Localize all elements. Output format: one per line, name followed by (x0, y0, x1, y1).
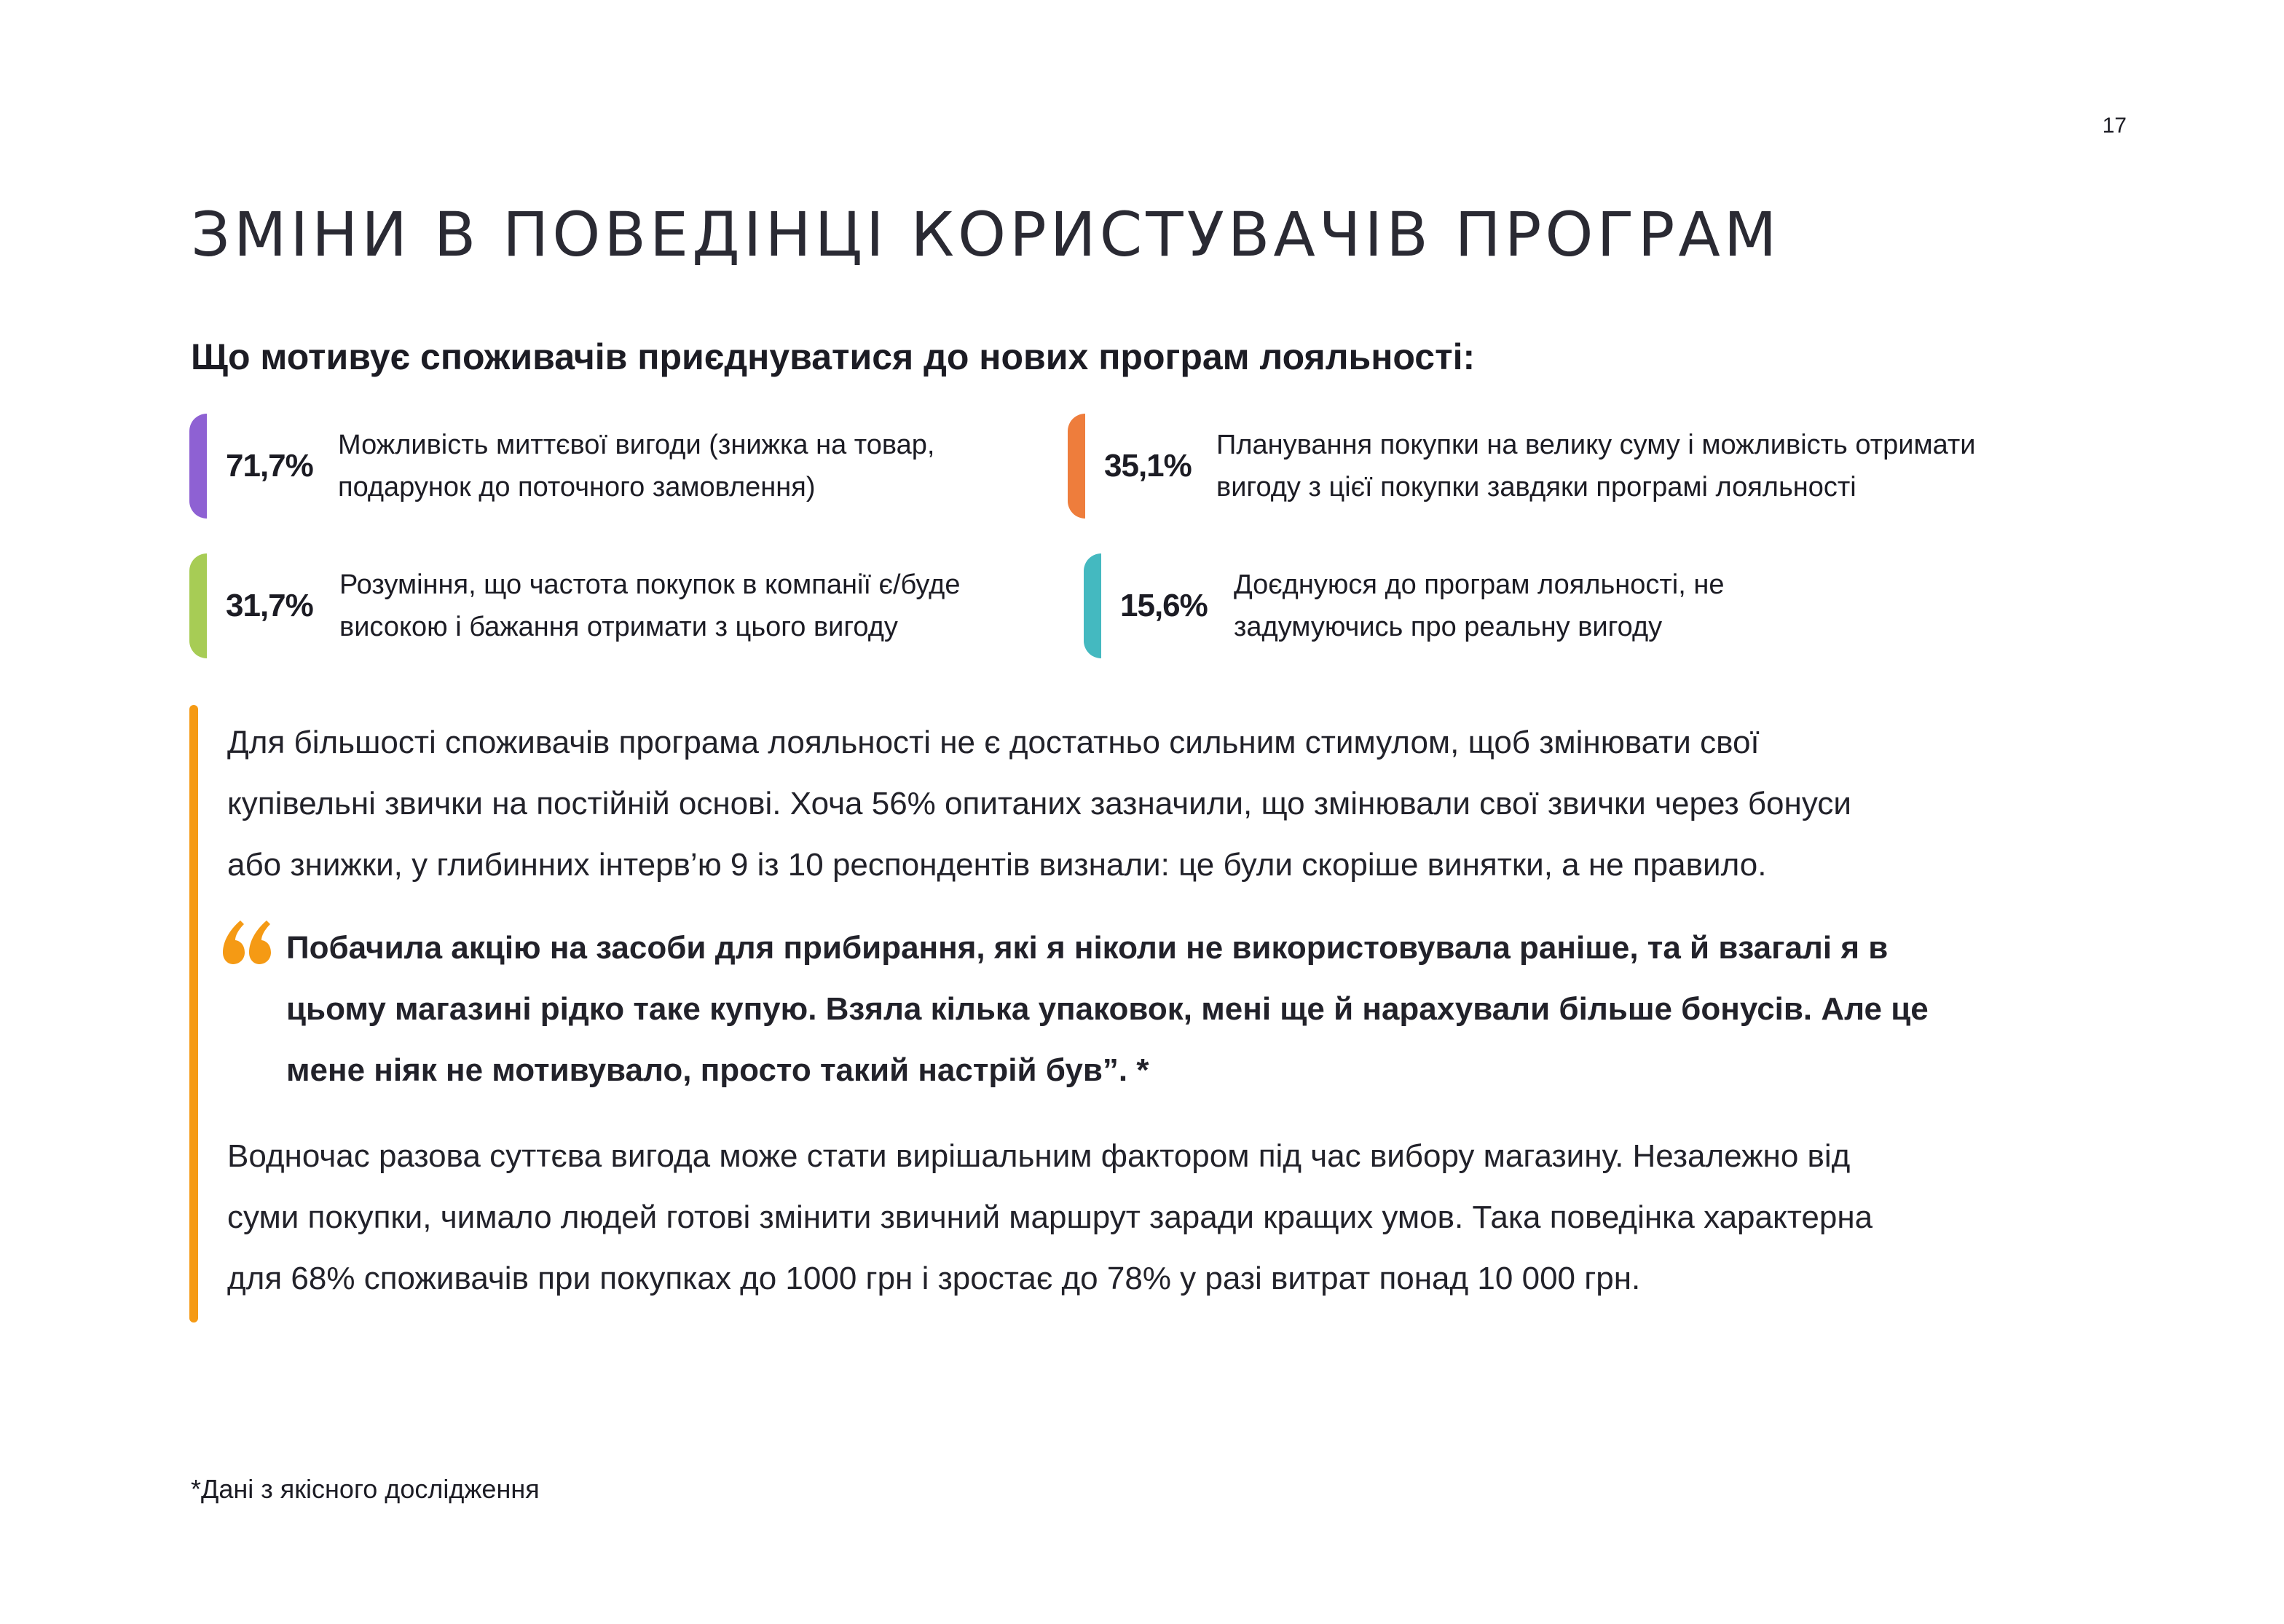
footnote: *Дані з якісного дослідження (191, 1474, 540, 1504)
quote-line: Побачила акцію на засоби для прибирання, які я ніколи не використовувала раніше, та й взагалі я в (286, 930, 1889, 966)
body-paragraph-2 (227, 1126, 1873, 1309)
paragraph-line: Водночас разова суттєва вигода може стати вирішальним фактором під час вибору магазину. Незалежно від (227, 1138, 1851, 1174)
double-quote-icon (223, 921, 271, 964)
stat-item-instant-benefit (189, 414, 1063, 519)
page-title: ЗМІНИ В ПОВЕДІНЦІ КОРИСТУВАЧІВ ПРОГРАМ (191, 199, 1781, 270)
paragraph-line: або знижки, у глибинних інтерв’ю 9 із 10 респондентів визнали: це були скоріше винятки, а не правило. (227, 847, 1767, 883)
stat-description-line: подарунок до поточного замовлення) (338, 472, 816, 502)
stat-color-bar (189, 553, 207, 658)
stat-description-line: Планування покупки на велику суму і можливість отримати (1216, 430, 1976, 460)
stat-item-large-purchase (1068, 414, 2087, 519)
stat-description-line: Можливість миттєвої вигоди (знижка на товар, (338, 430, 935, 460)
quote-line: мене ніяк не мотивувало, просто такий настрій був”. * (286, 1052, 1149, 1088)
stat-value: 35,1% (1104, 448, 1192, 484)
stat-color-bar (1068, 414, 1085, 519)
paragraph-line: купівельні звички на постійній основі. Хоча 56% опитаних зазначили, що змінювали свої звички через бонуси (227, 786, 1851, 821)
stat-description-line: вигоду з цієї покупки завдяки програмі лояльності (1216, 472, 1856, 502)
stat-description-line: Доєднуюся до програм лояльності, не (1234, 569, 1725, 600)
stat-description-line: задумуючись про реальну вигоду (1234, 612, 1663, 642)
stat-item-join-without-thinking (1084, 553, 2031, 658)
stat-value: 15,6% (1120, 588, 1208, 623)
page-number: 17 (2102, 114, 2127, 138)
stat-value: 31,7% (226, 588, 313, 623)
stat-value: 71,7% (226, 448, 313, 484)
stat-description-line: Розуміння, що частота покупок в компанії є/буде (339, 569, 961, 600)
stat-color-bar (189, 414, 207, 519)
stat-item-purchase-frequency (189, 553, 1063, 658)
paragraph-line: для 68% споживачів при покупках до 1000 грн і зростає до 78% у разі витрат понад 10 000 грн. (227, 1261, 1641, 1296)
quote-line: цьому магазині рідко таке купую. Взяла кілька упаковок, мені ще й нарахували більше бонусів. Але це (286, 991, 1929, 1027)
body-paragraph-1 (227, 712, 1851, 896)
stat-description (1234, 553, 1724, 658)
respondent-quote (286, 918, 1929, 1101)
stat-description (1216, 414, 1976, 519)
stat-description (338, 414, 935, 519)
paragraph-line: суми покупки, чимало людей готові змінити звичний маршрут заради кращих умов. Така поведінка характерна (227, 1199, 1873, 1235)
stat-description (339, 553, 960, 658)
content-accent-rule (189, 705, 198, 1323)
stat-description-line: високою і бажання отримати з цього вигоду (339, 612, 898, 642)
paragraph-line: Для більшості споживачів програма лояльності не є достатньо сильним стимулом, щоб змінювати свої (227, 725, 1760, 760)
stat-color-bar (1084, 553, 1101, 658)
section-subtitle: Що мотивує споживачів приєднуватися до нових програм лояльності: (191, 336, 1476, 377)
